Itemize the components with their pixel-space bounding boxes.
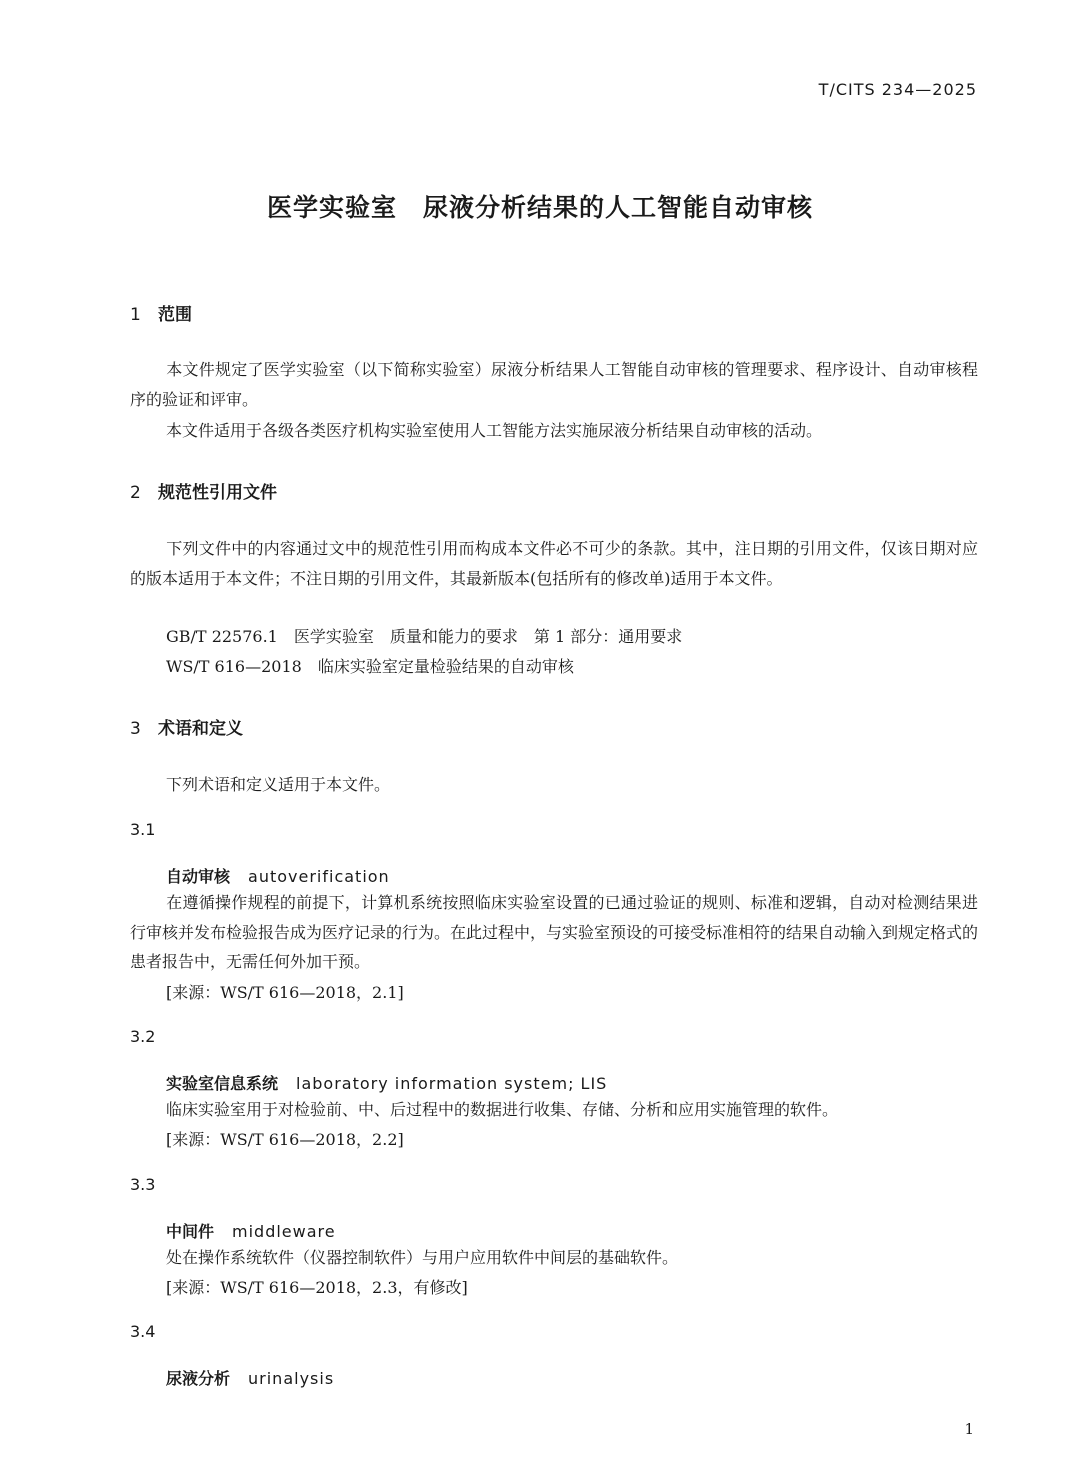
clause-3-2-term: [166, 1071, 607, 1094]
term-english: urinalysis: [248, 1369, 335, 1388]
term-chinese: 中间件: [166, 1222, 215, 1241]
definition-text: 在遵循操作规程的前提下，计算机系统按照临床实验室设置的已通过验证的规则、标准和逻辑，自动对检测结果进行审核并发布检验报告成为医疗记录的行为。在此过程中，与实验室预设的可接受标准相符的结果自动输入到规定格式的患者报告中，无需任何外加干预。: [130, 893, 979, 971]
section-1-paragraph-1: [130, 355, 978, 414]
clause-3-2-number: 3.2: [130, 1027, 156, 1046]
term-english: autoverification: [248, 867, 390, 886]
term-english: middleware: [232, 1222, 336, 1241]
term-chinese: 实验室信息系统: [166, 1074, 279, 1093]
section-number: 2: [130, 483, 141, 503]
section-1-heading: [130, 300, 192, 325]
section-title: 范围: [158, 305, 192, 325]
section-number: 1: [130, 305, 141, 325]
section-title: 术语和定义: [158, 719, 243, 739]
section-number: 3: [130, 719, 141, 739]
section-3-intro: 下列术语和定义适用于本文件。: [166, 775, 391, 794]
document-title: 医学实验室 尿液分析结果的人工智能自动审核: [266, 193, 813, 222]
clause-3-3-number: 3.3: [130, 1175, 156, 1194]
normative-reference-2: WS/T 616—2018 临床实验室定量检验结果的自动审核: [166, 657, 574, 676]
clause-3-3-term: [166, 1219, 336, 1242]
clause-3-1-term: [166, 864, 390, 887]
clause-3-4-number: 3.4: [130, 1322, 156, 1341]
section-1-paragraph-2: 本文件适用于各级各类医疗机构实验室使用人工智能方法实施尿液分析结果自动审核的活动。: [166, 421, 823, 440]
term-english: laboratory information system; LIS: [296, 1074, 608, 1093]
normative-reference-1: GB/T 22576.1 医学实验室 质量和能力的要求 第 1 部分：通用要求: [166, 627, 683, 646]
clause-3-3-source: [来源：WS/T 616—2018，2.3，有修改]: [166, 1278, 468, 1297]
clause-3-2-definition: 临床实验室用于对检验前、中、后过程中的数据进行收集、存储、分析和应用实施管理的软件。: [166, 1100, 839, 1119]
section-title: 规范性引用文件: [158, 483, 277, 503]
section-2-paragraph-1: [130, 534, 978, 593]
page-number: 1: [964, 1420, 974, 1438]
term-chinese: 尿液分析: [166, 1369, 231, 1388]
term-chinese: 自动审核: [166, 867, 231, 886]
paragraph-text: 本文件规定了医学实验室（以下简称实验室）尿液分析结果人工智能自动审核的管理要求、程序设计、自动审核程序的验证和评审。: [130, 360, 978, 409]
section-2-heading: [130, 478, 277, 503]
clause-3-1-definition: [130, 888, 978, 977]
clause-3-4-term: [166, 1366, 334, 1389]
clause-3-3-definition: 处在操作系统软件（仪器控制软件）与用户应用软件中间层的基础软件。: [166, 1248, 679, 1267]
document-number: T/CITS 234—2025: [818, 80, 977, 99]
paragraph-text: 下列文件中的内容通过文中的规范性引用而构成本文件必不可少的条款。其中，注日期的引用文件，仅该日期对应的版本适用于本文件；不注日期的引用文件，其最新版本(包括所有的修改单)适用于本文件。: [130, 539, 978, 588]
clause-3-2-source: [来源：WS/T 616—2018，2.2]: [166, 1130, 404, 1149]
clause-3-1-source: [来源：WS/T 616—2018，2.1]: [166, 983, 404, 1002]
section-3-heading: [130, 714, 243, 739]
clause-3-1-number: 3.1: [130, 820, 156, 839]
